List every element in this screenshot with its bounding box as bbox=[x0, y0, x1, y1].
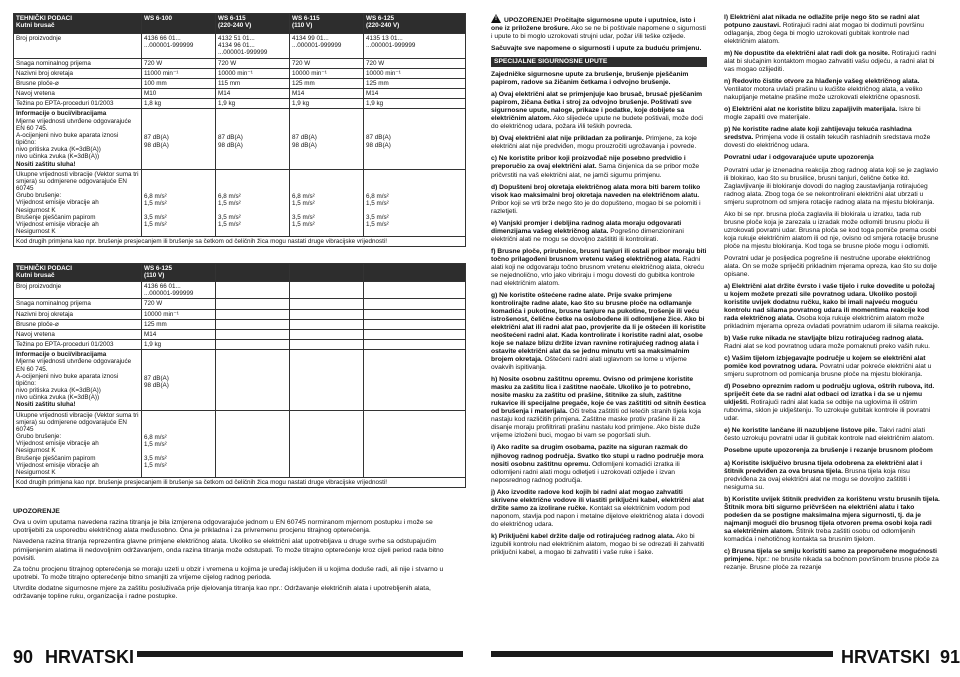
table-cell: 125 mm bbox=[290, 78, 364, 88]
note-paragraph: Za točnu procjenu titrajnog opterećenja se moraju uzeti u obzir i vremena u kojima je uređaj isključen ili u kojima doduše radi, ali nije i stvarno u upotrebi. To može titrajno opterećenje bitno smanjiti za vrijeme cijelog radnog perioda. bbox=[13, 565, 444, 582]
noise-value-cell bbox=[216, 109, 290, 169]
paragraph: Ako bi se npr. brusna ploča zaglavila ili blokirala u izratku, tada rub brusne ploče koja je zarezala u izradak može odlomiti brusnu ploču ili uzrokovati povratni udar. Brusna ploča se kod toga pomiče prema osobi koja rukuje električnim alatom ili od nje, ovisno od smjera rotacije brusne ploče na mjestu blokiranja. Kod toga se brusne ploče mogu i odlomiti. bbox=[724, 210, 939, 250]
table-cell bbox=[290, 329, 364, 339]
noise-value-cell bbox=[216, 350, 290, 410]
table-cell: M14 bbox=[216, 89, 290, 99]
page-footer-left bbox=[13, 644, 134, 666]
table-header-cell: TEHNIČKI PODACI Kutni brusač bbox=[14, 264, 142, 282]
footer-bar bbox=[491, 651, 833, 657]
vibration-row bbox=[14, 410, 466, 478]
warning-triangle-icon: ! bbox=[491, 14, 501, 23]
vibration-values: 6,8 m/s² 1,5 m/s² 3,5 m/s² 1,5 m/s² bbox=[218, 192, 241, 229]
noise-title: Informacije o buci/vibracijama bbox=[16, 351, 107, 359]
table-cell: 10000 min⁻¹ bbox=[364, 68, 466, 78]
warning-paragraph: ! UPOZORENJE! Pročitajte sigurnosne upute i uputnice, isto i one iz priložene brošure. Ako se ne bi poštivale napomene o sigurnosti i upute to bi moglo uzrokovati strujni udar, požar i/ili teške ozljede. bbox=[491, 16, 706, 41]
table-cell: 720 W bbox=[364, 58, 466, 68]
notes-title: UPOZORENJE bbox=[13, 508, 60, 515]
vibration-values: 6,8 m/s² 1,5 m/s² 3,5 m/s² 1,5 m/s² bbox=[366, 192, 389, 229]
noise-value-cell bbox=[290, 109, 364, 169]
noise-title: Informacije o buci/vibracijama bbox=[16, 110, 107, 118]
table-cell bbox=[364, 299, 466, 309]
table-cell: M10 bbox=[142, 89, 216, 99]
table-cell: Nazivni broj okretaja bbox=[14, 309, 142, 319]
vibration-values: 6,8 m/s² 1,5 m/s² 3,5 m/s² 1,5 m/s² bbox=[144, 192, 167, 229]
safety-column-1 bbox=[491, 14, 707, 646]
note-paragraph: Utvrdite dodatne sigurnosne mjere za zaštitu posluživača prije djelovanja titranja kao npr.: Održavanje električnih alata i upotrebljenih alata, održavanje topline ruku, organizacija i radne postupke. bbox=[13, 585, 431, 601]
page-footer-right bbox=[841, 644, 960, 666]
table-cell: Snaga nominalnog prijema bbox=[14, 299, 142, 309]
table-header-cell: TEHNIČKI PODACI Kutni brusač bbox=[14, 14, 142, 34]
table-header-cell bbox=[216, 264, 290, 282]
noise-value-cell bbox=[364, 109, 466, 169]
table-cell bbox=[290, 299, 364, 309]
table-cell bbox=[216, 319, 290, 329]
table-cell: 720 W bbox=[142, 299, 216, 309]
table-header-cell bbox=[364, 264, 466, 282]
table-row bbox=[14, 89, 466, 99]
vibration-footnote: Kod drugih primjena kao npr. brušenje presjecanjem ili brušenje sa četkom od čeličnih žica mogu nastati druge vibracijske vrijednosti! bbox=[14, 237, 466, 247]
safety-column-2 bbox=[724, 14, 940, 646]
table-cell bbox=[364, 329, 466, 339]
noise-values: 87 dB(A) 98 dB(A) bbox=[218, 134, 243, 149]
table-row bbox=[14, 99, 466, 109]
language-label: HRVATSKI bbox=[841, 647, 931, 667]
table-cell bbox=[290, 282, 364, 299]
safety-instruction: l) Električni alat nikada ne odlažite prije nego što se radni alat potpuno zaustavi. Rotirajući radni alat mogao bi dodirnuti površinu odlaganja, zbog čega bi moglo uzrokovati gubitak kontrole nad električnim alatom. bbox=[724, 14, 924, 46]
table-cell: 10000 min⁻¹ bbox=[290, 68, 364, 78]
table-cell: Broj proizvodnje bbox=[14, 34, 142, 59]
table-row bbox=[14, 299, 466, 309]
table-cell: 11000 min⁻¹ bbox=[142, 68, 216, 78]
note-paragraph: Ova u ovim uputama navedena razina titranja je bila izmjerena odgovarajuće jednom u EN 60745 normiranom mjernom postupku i može se upotrijebiti za usporedbu električnog alata međusobno. Ona je prikladna i za privremenu procjenu titrajnog opterećenja. bbox=[13, 519, 433, 535]
noise-value-cell bbox=[142, 350, 216, 410]
table-header-cell: WS 6-125 (220-240 V) bbox=[364, 14, 466, 34]
table-cell: Navoj vretena bbox=[14, 329, 142, 339]
table-cell: 1,9 kg bbox=[364, 99, 466, 109]
table-cell: M14 bbox=[364, 89, 466, 99]
table-row bbox=[14, 329, 466, 339]
table-header-cell bbox=[290, 264, 364, 282]
table-cell: 4132 51 01... 4134 96 01... ...000001-999999 bbox=[216, 34, 290, 59]
safety-instruction: h) Nosite osobnu zaštitnu opremu. Ovisno od primjene koristite masku za zaštitu lica i zaštitne naočale. Ukoliko je to potrebno, nosite masku za zaštitu od prašine, štitnike za sluh, zaštitne rukavice ili specijalne pregače, koje će vas zaštititi od sitnih čestica od brušenja i materijala. Oči treba zaštititi od letećih stranih tijela koja nastaju kod različitih primjena. Zaštitne maske protiv prašine ili za disanje moraju profiltrirati prašinu nastalu kod primjene. Ako biste duže vrijeme izloženi buci, mogao bi vam se pogoršati sluh. bbox=[491, 376, 706, 440]
safety-instruction: k) Priključni kabel držite dalje od rotirajućeg radnog alata. Ako bi izgubili kontrolu nad električnim alatom, mogao bi se odrezati ili zahvatiti priključni kabel, a mogao bi zahvatiti i vaše ruke i šake. bbox=[491, 532, 705, 556]
table-row bbox=[14, 68, 466, 78]
table-cell: 720 W bbox=[216, 58, 290, 68]
vibration-row bbox=[14, 169, 466, 237]
table-cell: Težina po EPTA-proceduri 01/2003 bbox=[14, 340, 142, 350]
safety-instruction: i) Ako radite sa drugim osobama, pazite na siguran razmak do njihovog radnog područja. Svatko tko stupi u radno područje mora nositi osobnu zaštitnu opremu. Odlomljeni komadići izratka ili odlomljeni radni alati mogu odletjeti i uzrokovati ozljede i izvan neposrednog radnog područja. bbox=[491, 444, 704, 484]
table-cell bbox=[216, 309, 290, 319]
paragraph: Povratni udar je posljedica pogrešne ili nestručne uporabe električnog alata. On se može spriječiti prikladnim mjerama opreza, kao što su dolje opisane. bbox=[724, 254, 937, 278]
table-header-cell: WS 6-115 (110 V) bbox=[290, 14, 364, 34]
bold-heading: Sačuvajte sve napomene o sigurnosti i upute za buduću primjenu. bbox=[491, 45, 702, 53]
table-row bbox=[14, 78, 466, 88]
table-cell bbox=[364, 319, 466, 329]
table-cell bbox=[364, 340, 466, 350]
table-cell: 1,8 kg bbox=[142, 99, 216, 109]
vibration-values: 6,8 m/s² 1,5 m/s² 3,5 m/s² 1,5 m/s² bbox=[144, 433, 167, 470]
safety-instruction: c) Vašim tijelom izbjegavajte područje u kojem se električni alat pomiče kod povratnog udara. Povratni udar pokreće električni alat u smjeru suprotnom od pomicanja brusne ploče na mjestu blokiranja. bbox=[724, 355, 932, 379]
bold-heading: Zajedničke sigurnosne upute za brušenje, brušenje pješčanim papirom, radove sa žičanim četkama i odvojno brušenje. bbox=[491, 71, 689, 87]
table-cell: 100 mm bbox=[142, 78, 216, 88]
table-cell bbox=[216, 299, 290, 309]
noise-value-cell bbox=[142, 109, 216, 169]
safety-instruction: c) Brusna tijela se smiju koristiti samo za preporučene mogućnosti primjene. Npr.: ne brusite nikada sa bočnom površinom brusne ploče za rezanje. Brusne ploče za rezanje bbox=[724, 547, 939, 571]
vibration-value-cell bbox=[364, 410, 466, 478]
table-cell bbox=[364, 309, 466, 319]
noise-info-cell bbox=[14, 350, 142, 410]
safety-instruction: e) Ne koristite lančane ili nazubljene listove pile. Takvi radni alati često uzrokuju povratni udar ili gubitak kontrole nad električnim alatom. bbox=[724, 427, 935, 443]
warning-notes bbox=[13, 508, 463, 605]
noise-values: 87 dB(A) 98 dB(A) bbox=[292, 134, 317, 149]
table-cell bbox=[290, 340, 364, 350]
safety-instruction: p) Ne koristite radne alate koji zahtijevaju tekuća rashladna sredstva. Primjena vode ili ostalih tekućih rashladnih sredstava može dovesti do električnog udara. bbox=[724, 126, 931, 150]
safety-instruction: o) Električni alat ne koristite blizu zapaljivih materijala. Iskre bi mogle zapaliti ove materijale. bbox=[724, 106, 921, 122]
noise-text: Mjerne vrijednosti utvrđene odgovarajuće EN 60 745. A-ocijenjeni nivo buke aparata iznosi tipično: nivo pritiska zvuka (K=3dB(A)) nivo učinka zvuka (K=3dB(A)) bbox=[16, 117, 132, 161]
table-row bbox=[14, 309, 466, 319]
table-cell bbox=[216, 282, 290, 299]
safety-instruction: g) Ne koristite oštećene radne alate. Prije svake primjene kontrolirajte radne alate, kao što su brusne ploče na odlamanje komadića i pukotine, brusne tanjure na pukotine, trošenje ili veću istrošenost, čelične četke na oslobođene ili odlomljene žice. Ako bi električni alat ili radni alat pao, provjerite da li je oštećen ili koristite neoštećeni radni alat. Kada kontrolirate i koristite radni alat, osobe koje se nalaze blizu držite izvan ravnine rotirajućeg radnog alata i ostavite električni alat da se jednu minutu vrti sa maksimalnim brojem okretaja. Oštećeni radni alati uglavnom se lome u vrijeme ovakvih ispitivanja. bbox=[491, 291, 706, 372]
table-cell: 4136 66 01... ...000001-999999 bbox=[142, 282, 216, 299]
table-cell: 10000 min⁻¹ bbox=[142, 309, 216, 319]
table-cell: 1,9 kg bbox=[216, 99, 290, 109]
note-paragraph: Navedena razina titranja reprezentira glavne primjene električnog alata. Ukoliko se električni alat upotrebljava u druge svrhe sa odstupajućim primijenjenim alatima ili nedovoljnim održavanjem, onda razina titranja može odstupati. To može titrajno opterećenje kroz cijeli period rada bitno povisiti. bbox=[13, 538, 444, 562]
footnote-row bbox=[14, 237, 466, 247]
paragraph: Povratni udar je iznenadna reakcija zbog radnog alata koji se je zaglavio ili blokirao, kao što su brusilice, brusni tanjuri, čelične četke itd. Zaglavljivanje ili blokiranje dovodi do naglog zaustavljanja rotirajućeg radnog alata. Zbog toga će se nekontrolirani električni alat ubrzati u smjeru suprotnom od smjera rotacije radnog alata na mjestu blokiranja. bbox=[724, 166, 939, 206]
table-header-row bbox=[14, 264, 466, 282]
table-header-cell: WS 6-100 bbox=[142, 14, 216, 34]
safety-instruction: d) Dopušteni broj okretaja električnog alata mora biti barem toliko visok kao maksimalni broj okretaja naveden na električnom alatu. Pribor koji se vrti brže nego što je do dopušteno, mogao bi se polomiti i razletjeti. bbox=[491, 183, 701, 215]
right-page bbox=[477, 0, 960, 677]
vibration-info-cell: Ukupne vrijednosti vibracije (Vektor suma tri smjera) su odmjerene odgovarajuće EN 60745 Grubo brušenje: Vrijednost emisije vibracije ah Nesigurnost K Brušenje pješčanim papirom Vrijednost emisije vibracije ah Nesigurnost K bbox=[14, 410, 142, 478]
safety-instruction: a) Ovaj električni alat se primjenjuje kao brusač, brusač pješčanim papirom, žičana četka i stroj za odvojno brušenje. Poštivati sve sigurnosne upute, naloge, prikaze i podatke, koje dobijete sa električnim alatom. Ako slijedeće upute ne budete poštivali, može doći do električnog udara, požara i/ili teških povreda. bbox=[491, 91, 703, 131]
technical-data-table-2 bbox=[13, 263, 466, 488]
table-cell bbox=[290, 309, 364, 319]
table-header-row bbox=[14, 14, 466, 34]
table-row bbox=[14, 319, 466, 329]
table-cell: Brusne ploče-⌀ bbox=[14, 78, 142, 88]
vibration-value-cell bbox=[216, 410, 290, 478]
safety-instruction: a) Koristite isključivo brusna tijela odobrena za električni alat i štitnik predviđen za ova brusna tijela. Brusna tijela koja nisu predviđena za ovaj električni alat ne mogu se dovoljno zaštititi i nesigurna su. bbox=[724, 459, 923, 491]
footer-bar bbox=[137, 651, 463, 657]
table-cell: 1,9 kg bbox=[290, 99, 364, 109]
table-cell: Težina po EPTA-proceduri 01/2003 bbox=[14, 99, 142, 109]
section-heading: SPECIJALNE SIGURNOSNE UPUTE bbox=[491, 57, 707, 67]
safety-instruction: f) Brusne ploče, prirubnice, brusni tanjuri ili ostali pribor moraju biti točno prilagođeni brusnom vretenu vašeg električnog alata. Radni alati koji ne odgovaraju točno brusnom vretenu električnog alata, okreću se nejednolično, vrlo jako vibriraju i mogu dovesti do gubitka kontrole nad električnim alatom. bbox=[491, 247, 707, 287]
table-cell: 4136 66 01... ...000001-999999 bbox=[142, 34, 216, 59]
table-cell: 720 W bbox=[142, 58, 216, 68]
vibration-value-cell bbox=[216, 169, 290, 237]
table-cell: Snaga nominalnog prijema bbox=[14, 58, 142, 68]
technical-data-table-1 bbox=[13, 13, 466, 247]
safety-instruction: j) Ako izvodite radove kod kojih bi radni alat mogao zahvatiti skrivene električne vodove ili vlastiti priključni kabel, električni alat držite samo za izolirane ručke. Kontakt sa električnim vodom pod naponom, stavlja pod napon i metalne dijelove električnog alata i dovodi do električnog udara. bbox=[491, 488, 705, 528]
safety-instruction: d) Posebno oprezním radom u području uglova, oštrih rubova, itd. spriječit ćete da se radni alat odbaci od izratka i da se u njemu uklješti. Rotirajući radni alat kada se odbije na uglovima ili oštrim rubovima, sklon je uklještenju. To uzrokuje gubitak kontrole ili povratni udar. bbox=[724, 383, 935, 423]
noise-value-cell bbox=[364, 350, 466, 410]
safety-instruction: b) Ovaj električni alat nije prikladan za poliranje. Primjene, za koje električni alat nije predviđen, mogu prouzročiti ugrožavanja i povrede. bbox=[491, 135, 697, 151]
table-cell bbox=[216, 340, 290, 350]
vibration-footnote: Kod drugih primjena kao npr. brušenje presjecanjem ili brušenje sa četkom od čeličnih žica mogu nastati druge vibracijske vrijednosti! bbox=[14, 478, 466, 488]
safety-instruction: m) Ne dopustite da električni alat radi dok ga nosite. Rotirajući radni alat bi slučajnim kontaktom mogao zahvatiti vašu odjeću, a radni alat bi vas mogao ozlijediti. bbox=[724, 50, 937, 74]
table-cell: M14 bbox=[142, 329, 216, 339]
noise-row bbox=[14, 350, 466, 410]
table-row bbox=[14, 58, 466, 68]
footnote-row bbox=[14, 478, 466, 488]
page-number: 90 bbox=[13, 647, 34, 667]
noise-info-cell bbox=[14, 109, 142, 169]
safety-instruction: b) Vaše ruke nikada ne stavljajte blizu rotirajućeg radnog alata. Radni alat se kod povratnog udara može pomaknuti preko vaših ruku. bbox=[724, 335, 930, 351]
table-cell: Brusne ploče-⌀ bbox=[14, 319, 142, 329]
table-row bbox=[14, 34, 466, 59]
bold-heading: Povratni udar i odgovarajuće upute upozorenja bbox=[724, 154, 874, 162]
hearing-protection-note: Nositi zaštitu sluha! bbox=[16, 401, 76, 409]
safety-instruction: n) Redovito čistite otvore za hlađenje vašeg električnog alata. Ventilator motora uvlači prašinu u kućište električnog alata, a veliko nakupljanje metalne prašine može uzrokovati električne opasnosti. bbox=[724, 78, 923, 102]
noise-values: 87 dB(A) 98 dB(A) bbox=[366, 134, 391, 149]
vibration-value-cell bbox=[142, 410, 216, 478]
noise-row bbox=[14, 109, 466, 169]
table-cell: 720 W bbox=[290, 58, 364, 68]
safety-instruction: e) Vanjski promjer i debljina radnog alata moraju odgovarati dimenzijama vašeg električnog alata. Pogrešno dimenzionirani električni alati ne mogu se dovoljno zaštititi ili kontrolirati. bbox=[491, 219, 684, 243]
table-header-cell: WS 6-115 (220-240 V) bbox=[216, 14, 290, 34]
vibration-info-cell: Ukupne vrijednosti vibracije (Vektor suma tri smjera) su odmjerene odgovarajuće EN 60745 Grubo brušenje: Vrijednost emisije vibracije ah Nesigurnost K Brušenje pješčanim papirom Vrijednost emisije vibracije ah Nesigurnost K bbox=[14, 169, 142, 237]
page-number: 91 bbox=[940, 647, 960, 667]
table-cell bbox=[364, 282, 466, 299]
noise-values: 87 dB(A) 98 dB(A) bbox=[144, 134, 169, 149]
vibration-value-cell bbox=[142, 169, 216, 237]
noise-value-cell bbox=[290, 350, 364, 410]
vibration-value-cell bbox=[364, 169, 466, 237]
safety-instruction: a) Električni alat držite čvrsto i vaše tijelo i ruke dovedite u položaj u kojem možete prezati sile povratnog udara. Ukoliko postoji koristite uvijek dodatnu ručku, kako bi imali najveću moguću kontrolu nad silama povratnog udara ili momentima reakcije kod rada električnog alata. Osoba koja rukuje električnim alatom može prikladnim mjerama opreza ovladati povratnim udarom ili silama reakcije. bbox=[724, 282, 940, 331]
noise-text: Mjerne vrijednosti utvrđene odgovarajuće EN 60 745. A-ocijenjeni nivo buke aparata iznosi tipično: nivo pritiska zvuka (K=3dB(A)) nivo učinka zvuka (K=3dB(A)) bbox=[16, 358, 132, 402]
table-cell: 4134 99 01... ...000001-999999 bbox=[290, 34, 364, 59]
table-cell: 125 mm bbox=[142, 319, 216, 329]
vibration-value-cell bbox=[290, 410, 364, 478]
left-page bbox=[0, 0, 477, 677]
table-cell: Navoj vretena bbox=[14, 89, 142, 99]
table-cell: 4135 13 01... ...000001-999999 bbox=[364, 34, 466, 59]
table-cell: Nazivni broj okretaja bbox=[14, 68, 142, 78]
vibration-value-cell bbox=[290, 169, 364, 237]
table-cell: M14 bbox=[290, 89, 364, 99]
table-row bbox=[14, 282, 466, 299]
table-cell: 115 mm bbox=[216, 78, 290, 88]
table-cell: 10000 min⁻¹ bbox=[216, 68, 290, 78]
safety-instruction: c) Ne koristite pribor koji proizvođač nije posebno predvidio i preporučio za ovaj električni alat. Sama činjenica da se pribor može pričvrstiti na vaš električni alat, ne jamči sigurnu primjenu. bbox=[491, 155, 700, 179]
bold-heading: Posebne upute upozorenja za brušenje i rezanje brusnom pločom bbox=[724, 447, 933, 455]
hearing-protection-note: Nositi zaštitu sluha! bbox=[16, 160, 76, 168]
vibration-values: 6,8 m/s² 1,5 m/s² 3,5 m/s² 1,5 m/s² bbox=[292, 192, 315, 229]
table-cell: Broj proizvodnje bbox=[14, 282, 142, 299]
table-cell bbox=[290, 319, 364, 329]
table-header-cell: WS 6-125 (110 V) bbox=[142, 264, 216, 282]
language-label: HRVATSKI bbox=[45, 647, 135, 667]
noise-values: 87 dB(A) 98 dB(A) bbox=[144, 375, 169, 390]
table-cell: 125 mm bbox=[364, 78, 466, 88]
safety-instruction: b) Koristite uvijek štitnik predviđen za korištenu vrstu brusnih tijela. Štitnik mora biti sigurno pričvršćen na električni alatu i tako podešen da se postigne maksimalna mjera sigurnosti, tj. da je najmanji mogući dio brusnog tijela otvoren prema osobi koja radi sa električnim alatom. Štitnik treba zaštiti osobu od odlomljenih komadića i nehotičnog kontakta sa brusnim tijelom. bbox=[724, 495, 940, 543]
table-cell bbox=[216, 329, 290, 339]
table-cell: 1,9 kg bbox=[142, 340, 216, 350]
table-row bbox=[14, 340, 466, 350]
